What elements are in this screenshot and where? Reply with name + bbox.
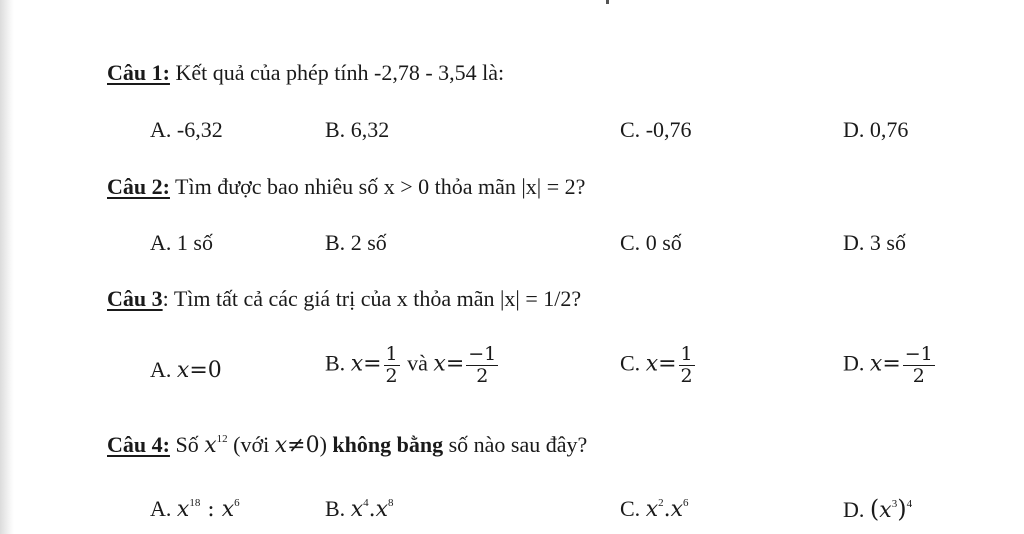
fraction-denominator: 2 [385, 365, 398, 387]
math-exponent: 2 [658, 497, 664, 509]
fraction [466, 344, 498, 387]
question-1-text: Kết quả của phép tính -2,78 - 3,54 là: [169, 60, 505, 85]
question-4 [107, 432, 587, 459]
question-4-label: Câu 4: [107, 432, 170, 457]
math-paren-open: ( [869, 495, 880, 523]
math-variable: x [274, 433, 288, 458]
option-key: B. [325, 496, 346, 521]
math-operator: . [663, 497, 671, 522]
math-operator: = [658, 351, 677, 377]
option-value: 2 số [350, 230, 387, 255]
math-exponent: 6 [683, 497, 689, 509]
option-key: A. [150, 496, 172, 521]
option-value: 0 số [645, 230, 682, 255]
math-operator: = [882, 351, 901, 377]
fraction-denominator: 2 [912, 365, 925, 387]
math-operator: = [189, 358, 208, 383]
option-value: 0,76 [869, 117, 909, 142]
q4-option-c [620, 496, 689, 523]
q3-option-b [325, 344, 500, 387]
option-key: C. [620, 117, 641, 142]
math-exponent: 12 [216, 433, 228, 445]
option-value: 1 số [176, 230, 213, 255]
q4-option-d [843, 496, 912, 524]
option-key: D. [843, 117, 865, 142]
option-key: A. [150, 230, 172, 255]
math-paren-close: ) [897, 495, 907, 523]
option-value: 6,32 [350, 117, 390, 142]
question-4-prefix: Số [169, 432, 205, 457]
math-base: x [350, 497, 364, 522]
option-key: D. [843, 350, 865, 376]
question-4-paren-close: ) [319, 432, 333, 457]
math-value: 0 [305, 433, 320, 458]
option-value: -0,76 [645, 117, 692, 142]
math-variable: x [433, 351, 446, 377]
fraction-numerator: 1 [385, 343, 398, 365]
question-2 [107, 174, 585, 200]
q2-option-c [620, 230, 682, 256]
q3-option-c [620, 344, 697, 387]
q2-option-d [843, 230, 906, 256]
question-2-label: Câu 2: [107, 174, 170, 199]
fraction-numerator: −1 [468, 343, 497, 365]
option-key: D. [843, 230, 865, 255]
math-exponent: 18 [189, 497, 201, 509]
fraction-numerator: −1 [904, 343, 933, 365]
math-operator: . [368, 497, 376, 522]
math-operator: ≠ [287, 433, 306, 458]
fraction-denominator: 2 [680, 365, 693, 387]
option-key: C. [620, 350, 641, 376]
math-variable: x [645, 351, 659, 377]
math-variable: x [176, 358, 190, 383]
math-base: x [176, 497, 190, 522]
q1-option-b [325, 117, 389, 143]
q1-option-c [620, 117, 692, 143]
q1-option-d [843, 117, 908, 143]
math-value: 0 [207, 358, 222, 383]
question-1 [107, 60, 504, 86]
fraction [384, 344, 400, 387]
option-key: D. [843, 497, 865, 522]
q2-option-a [150, 230, 213, 256]
option-key: B. [325, 230, 346, 255]
question-3-label: Câu 3 [107, 286, 163, 311]
option-key: B. [325, 117, 346, 142]
question-2-text: Tìm được bao nhiêu số x > 0 thỏa mãn |x| = 2? [169, 174, 586, 199]
math-exponent: 6 [234, 497, 240, 509]
fraction [903, 344, 935, 387]
fraction-denominator: 2 [476, 365, 489, 387]
math-operator: : [200, 497, 222, 522]
option-key: A. [150, 357, 172, 382]
fraction [679, 344, 695, 387]
option-value: -6,32 [176, 117, 223, 142]
fraction-numerator: 1 [680, 343, 693, 365]
question-4-paren-open: (với [227, 432, 275, 457]
q4-option-b [325, 496, 394, 523]
question-1-label: Câu 1: [107, 60, 170, 85]
math-variable: x [350, 351, 364, 377]
question-3 [107, 286, 581, 312]
q3-option-a [150, 357, 222, 384]
math-exponent: 4 [363, 497, 369, 509]
option-key: B. [325, 350, 346, 376]
math-operator: = [363, 351, 382, 377]
math-exponent-outer: 4 [906, 498, 913, 510]
math-exponent: 8 [388, 497, 394, 509]
question-4-bold-text: không bằng [332, 432, 444, 457]
option-key: A. [150, 117, 172, 142]
question-3-text: : Tìm tất cả các giá trị của x thỏa mãn |x| = 1/2? [162, 286, 582, 311]
q2-option-b [325, 230, 387, 256]
q1-option-a [150, 117, 223, 143]
math-base: x [221, 497, 235, 522]
question-4-suffix: số nào sau đây? [443, 432, 588, 457]
math-base: x [645, 497, 659, 522]
q4-option-a [150, 496, 240, 523]
option-key: C. [620, 230, 641, 255]
math-variable: x [869, 351, 883, 377]
math-base: x [375, 497, 389, 522]
math-base: x [204, 433, 217, 458]
option-key: C. [620, 496, 641, 521]
q3-option-d [843, 344, 937, 387]
math-exponent: 3 [891, 498, 898, 510]
math-base: x [879, 498, 892, 523]
math-operator: = [445, 351, 465, 377]
conjunction: và [407, 350, 428, 376]
math-base: x [670, 497, 684, 522]
option-value: 3 số [869, 230, 906, 255]
